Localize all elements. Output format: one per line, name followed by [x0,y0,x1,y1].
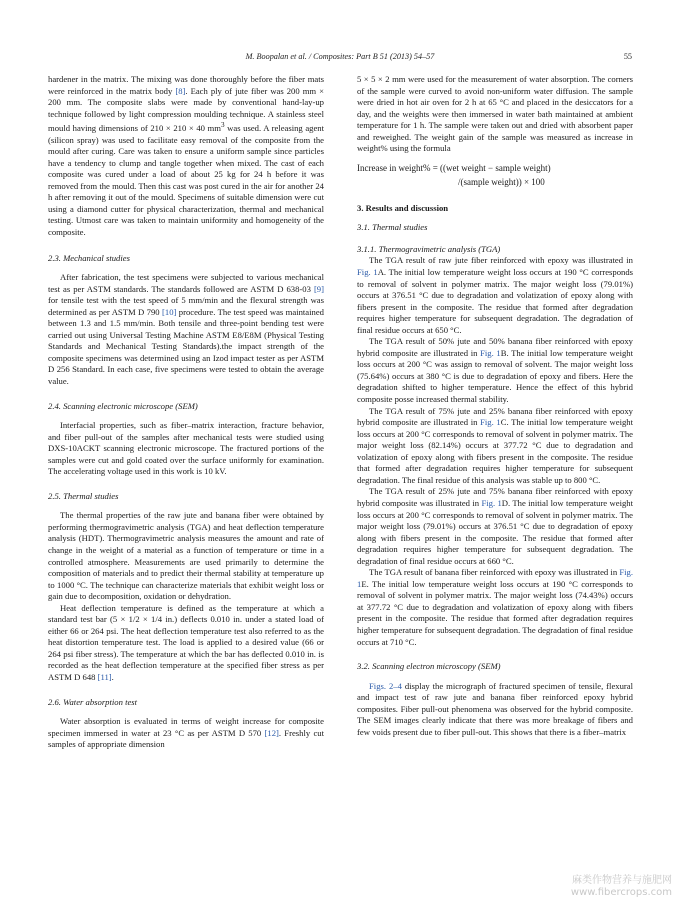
figure-link[interactable]: Fig. 1 [357,567,633,589]
paragraph-sem-results: Figs. 2–4 display the micrograph of fractured specimen of tensile, flexural and impact test of raw jute and banana fiber reinforced epoxy hybrid composites. Fiber pull-out phenomena was observed for the hybrid composite. The SEM images clearly indicate that there was more breakage of fibers and few voids present due to fiber pull-out. This shows that there is a fiber–matrix [357,680,633,737]
figure-link[interactable]: Fig. 1 [480,347,501,358]
section-heading-3-1-1: 3.1.1. Thermogravimetric analysis (TGA) [357,243,501,254]
paragraph-water-absorption-continued: 5 × 5 × 2 mm were used for the measurement of water absorption. The corners of the sample were curved to avoid non-uniform water diffusion. The sample were dried in hot air oven for 2 h at 65 °C and placed in the desiccators for a day, and the weights were then immersed in water bath maintained at ambient temperature for 1 h. The sample were taken out and dried with absorbent paper and reweighed. The weight gain of the sample was measured as increase in weight% using the formula [357,74,633,154]
section-heading-3: 3. Results and discussion [357,202,449,213]
section-heading-2-3: 2.3. Mechanical studies [48,252,130,263]
paragraph-mechanical-studies: After fabrication, the test specimens were subjected to various mechanical test as per ASTM standards. The standards followed are ASTM D 638-03 [9] for tensile test with the test speed of 5 mm/min and the flexural strength was determined as per ASTM D 790 [10] procedure. The test speed was maintained between 1.3 and 1.5 mm/min. Both tensile and three-point bending test were carried out using Universal Testing Machine ASTM E8/E8M (Physical Testing Standards and Mechanical Testing Standards).the impact strength of the composite specimens was determined using an Izod impact tester as per ASTM D 256 Standard. In each case, five specimens were tested to obtain the average value. [48,272,324,386]
paragraph-heat-deflection: Heat deflection temperature is defined as the temperature at which a standard test bar (5 × 1/2 × 1/4 in.) deflects 0.010 in. under a stated load of either 66 or 264 psi. The heat deflection temperature test also referred to as the heat distortion temperature test. The load is applied to a desired value (66 or 264 psi fiber stress). The temperature at which the bar has deflected 0.010 in. is recorded as the heat deflection temperature at the specified fiber stress as per ASTM D 648 [11]. [48,602,324,683]
paragraph-sem: Interfacial properties, such as fiber–matrix interaction, fracture behavior, and fiber pull-out of the samples after mechanical tests were studied using DXS-10ACKT scanning electronic microscope. The fractured portions of the samples were cut and gold coated over the surface uniformly for examination. The accelerating voltage used in this work is 10 kV. [48,420,324,477]
reference-link[interactable]: [8] [175,85,186,96]
figure-link[interactable]: Fig. 1 [357,267,378,278]
paragraph-tga-banana: The TGA result of banana fiber reinforced with epoxy was illustrated in Fig. 1E. The initial low temperature weight loss occurs at 190 °C corresponds to removal of solvent in polymer matrix. The major weight loss (74.43%) occurs at 377.72 °C due to degradation and volatization of epoxy along with fibers present in the composite. The residue that formed after degradation requires higher temperature for subsequent degradation. The degradation of final residue occurs at 710 °C. [357,567,633,647]
section-heading-3-1: 3.1. Thermal studies [357,222,428,233]
section-heading-2-4: 2.4. Scanning electronic microscope (SEM) [48,400,198,411]
watermark-line-1: 麻类作物营养与施肥网 [572,875,672,886]
reference-link[interactable]: [9] [313,283,324,294]
figure-link[interactable]: Fig. 1 [481,497,502,508]
reference-link[interactable]: [12] [264,727,279,738]
page-number: 55 [623,52,632,61]
watermark [571,875,672,899]
figure-link[interactable]: Fig. 1 [480,417,501,428]
section-heading-2-5: 2.5. Thermal studies [48,490,119,501]
reference-link[interactable]: [11] [97,672,112,683]
formula-line-2: /(sample weight)) × 100 [458,176,545,187]
right-column [357,74,633,738]
left-column [48,74,324,751]
paragraph-materials-continued: hardener in the matrix. The mixing was done thoroughly before the fiber mats were reinforced in the matrix body [8]. Each ply of jute fiber was 200 mm × 200 mm. The composite slabs were made by conventional hand-lay-up technique followed by light compression moulding technique. A stainless steel mould having dimensions of 210 × 210 × 40 $mm^3$ was used. A releasing agent (silicon spray) was used to facilitate easy removal of the composite from the mould after curing. Care was taken to ensure a uniform sample since particles have a tendency to clump and tangle together when mixed. The cast of each composite was cured under a load of about 25 kg for 24 h before it was removed from the mould. Then this cast was post cured in the air for another 24 h after removing it out of the mould. Specimens of suitable dimension were cut using a diamond cutter for physical characterization, thermal and mechanical testing. Utmost care was taken to maintain uniformity and homogeneity of the composite. [48,74,325,237]
section-heading-2-6: 2.6. Water absorption test [48,696,138,707]
running-title: M. Boopalan et al. / Composites: Part B 51 (2013) 54–57 [245,52,435,61]
figure-link[interactable]: Figs. 2–4 [369,680,402,691]
paragraph-thermal-studies: The thermal properties of the raw jute and banana fiber were obtained by performing thermogravimetric analysis (TGA) and heat deflection temperature analysis (HDT). Thermogravimetric analysis measures the amount and rate of change in the weight of a material as a function of temperature or time in a controlled atmosphere. Measurements are used primarily to determine the composition of materials and to predict their thermal stability at temperature up to 1000 °C. The technique can characterize materials that exhibit weight loss or gain due to decomposition, oxidation or dehydration. [48,510,324,602]
paragraph-tga-50-50: The TGA result of 50% jute and 50% banana fiber reinforced with epoxy hybrid composite are illustrated in Fig. 1B. The initial low temperature weight loss occurs at 200 °C was assign to removal of solvent. The major weight loss (75.64%) occurs at 380 °C is due to degradation of epoxy and fibers. Here the degradation shifted to higher temperature. Hence the effect of this hybrid composite posse increased thermal stability. [357,336,633,405]
section-heading-3-2: 3.2. Scanning electron microscopy (SEM) [357,661,501,672]
weight-increase-formula [357,161,633,189]
reference-link[interactable]: [10] [162,306,177,317]
watermark-line-2: www.fibercrops.com [570,887,672,898]
running-header [48,50,632,66]
paragraph-tga-25-75: The TGA result of 25% jute and 75% banana fiber reinforced with epoxy hybrid composite was illustrated in Fig. 1D. The initial low temperature weight loss occurs at 200 °C corresponds to removal of solvent in polymer matrix. The major weight loss (79.01%) occurs at 376.51 °C due to degradation of epoxy along with fibers present in the composite. The residue that formed after degradation requires higher temperature for subsequent degradation. The degradation of final residue occurs at 660 °C. [357,486,633,566]
paragraph-tga-75-25: The TGA result of 75% jute and 25% banana fiber reinforced with epoxy hybrid composite are illustrated in Fig. 1C. The initial low temperature weight loss occurs at 200 °C corresponds to removal of solvent in polymer matrix. The major weight loss (82.14%) occurs at 377.72 °C due to degradation and volatization of epoxy along with fibers present in the composite. The residue that formed after degradation requires higher temperature for subsequent degradation. The final residue of this analysis was stable up to 800 °C. [357,405,633,485]
paragraph-water-absorption: Water absorption is evaluated in terms of weight increase for composite specimen immersed in water at 23 °C as per ASTM D 570 [12]. Freshly cut samples of appropriate dimension [48,716,324,750]
paragraph-tga-raw-jute: The TGA result of raw jute fiber reinforced with epoxy was illustrated in Fig. 1A. The initial low temperature weight loss occurs at 190 °C corresponds to removal of solvent in polymer matrix. The major weight loss (79.01%) occurs at 376.51 °C due to degradation and volatization of epoxy along with fibers present in the composite. The residue that formed after degradation requires higher temperature for subsequent degradation. The degradation of final residue occurs at 650 °C. [357,255,633,335]
formula-line-1: Increase in weight% = ((wet weight − sample weight) [357,162,551,173]
